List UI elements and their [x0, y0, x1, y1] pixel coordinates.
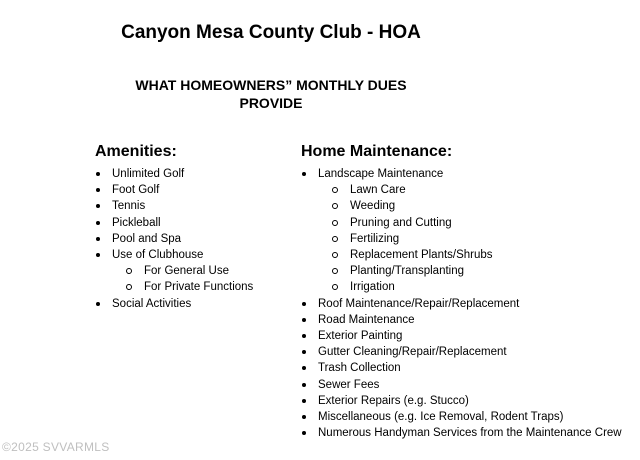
- bullet-icon: [302, 431, 306, 435]
- sub-list-item: [318, 263, 631, 279]
- sub-list-item: [112, 263, 295, 279]
- bullet-icon: [96, 204, 100, 208]
- sub-list-item: [318, 182, 631, 198]
- bullet-icon: [96, 237, 100, 241]
- sub-list-item-label: Replacement Plants/Shrubs: [350, 249, 493, 262]
- list-item: [95, 296, 295, 312]
- clubhouse-sublist: [112, 263, 295, 295]
- list-item-label: Roof Maintenance/Repair/Replacement: [318, 297, 520, 310]
- list-item: [301, 166, 631, 296]
- amenities-section: [95, 142, 295, 312]
- sub-list-item-label: Lawn Care: [350, 184, 406, 197]
- page-subtitle-line-1: WHAT HOMEOWNERS” MONTHLY DUES: [135, 77, 407, 93]
- sub-list-item: [318, 215, 631, 231]
- bullet-icon: [96, 188, 100, 192]
- sub-list-item: [112, 279, 295, 295]
- list-item-label: Unlimited Golf: [112, 168, 185, 180]
- home-maintenance-list: [301, 166, 631, 441]
- list-item-label: Trash Collection: [318, 362, 401, 375]
- bullet-icon: [302, 399, 306, 403]
- list-item-label: Exterior Painting: [318, 330, 403, 343]
- list-item-label: Exterior Repairs (e.g. Stucco): [318, 394, 469, 407]
- list-item: [95, 215, 295, 231]
- list-item-label: Tennis: [112, 200, 146, 213]
- bullet-icon: [302, 350, 306, 354]
- hollow-bullet-icon: [126, 268, 132, 274]
- bullet-icon: [302, 172, 306, 176]
- hollow-bullet-icon: [332, 268, 338, 274]
- list-item: [301, 344, 631, 360]
- bullet-icon: [302, 334, 306, 338]
- list-item: [301, 409, 631, 425]
- list-item: [301, 425, 631, 441]
- bullet-icon: [302, 302, 306, 306]
- bullet-icon: [96, 172, 100, 176]
- hollow-bullet-icon: [332, 203, 338, 209]
- hollow-bullet-icon: [332, 284, 338, 290]
- home-maintenance-section: [301, 142, 631, 441]
- list-item-label: Miscellaneous (e.g. Ice Removal, Rodent Traps): [318, 411, 564, 424]
- list-item-label: Pool and Spa: [112, 232, 182, 245]
- list-item-label: Social Activities: [112, 297, 192, 310]
- list-item: [95, 182, 295, 198]
- list-item: [301, 360, 631, 376]
- list-item-label: Foot Golf: [112, 184, 160, 197]
- list-item-label: Pickleball: [112, 216, 161, 229]
- list-item: [95, 231, 295, 247]
- list-item: [95, 247, 295, 296]
- home-maintenance-heading: Home Maintenance:: [301, 143, 453, 160]
- bullet-icon: [302, 383, 306, 387]
- landscape-sublist: [318, 182, 631, 295]
- bullet-icon: [96, 302, 100, 306]
- sub-list-item: [318, 279, 631, 295]
- sub-list-item-label: Pruning and Cutting: [350, 216, 452, 229]
- list-item-label: Sewer Fees: [318, 378, 380, 391]
- bullet-icon: [302, 318, 306, 322]
- sub-list-item: [318, 198, 631, 214]
- sub-list-item-label: Planting/Transplanting: [350, 265, 465, 278]
- hollow-bullet-icon: [332, 220, 338, 226]
- sub-list-item-label: Fertilizing: [350, 232, 400, 245]
- list-item-label: Numerous Handyman Services from the Maintenance Crew: [318, 427, 622, 440]
- hollow-bullet-icon: [332, 252, 338, 258]
- sub-list-item: [318, 231, 631, 247]
- list-item: [95, 166, 295, 182]
- copyright-watermark: ©2025 SVVARMLS: [2, 440, 110, 454]
- list-item: [301, 312, 631, 328]
- page-subtitle-line-2: PROVIDE: [239, 95, 303, 111]
- hollow-bullet-icon: [126, 284, 132, 290]
- bullet-icon: [302, 366, 306, 370]
- list-item-label: Road Maintenance: [318, 313, 415, 326]
- list-item: [301, 328, 631, 344]
- sub-list-item-label: Irrigation: [350, 281, 395, 294]
- amenities-heading: Amenities:: [95, 143, 177, 160]
- list-item-label: Use of Clubhouse: [112, 249, 204, 262]
- list-item-label: Landscape Maintenance: [318, 168, 444, 180]
- sub-list-item-label: For Private Functions: [144, 281, 254, 294]
- list-item: [95, 198, 295, 214]
- page-title: Canyon Mesa County Club - HOA: [121, 22, 421, 43]
- bullet-icon: [96, 253, 100, 257]
- list-item: [301, 377, 631, 393]
- sub-list-item-label: For General Use: [144, 265, 230, 278]
- bullet-icon: [302, 415, 306, 419]
- sub-list-item-label: Weeding: [350, 200, 396, 213]
- list-item-label: Gutter Cleaning/Repair/Replacement: [318, 346, 507, 359]
- sub-list-item: [318, 247, 631, 263]
- bullet-icon: [96, 221, 100, 225]
- amenities-list: [95, 166, 295, 312]
- list-item: [301, 393, 631, 409]
- hollow-bullet-icon: [332, 187, 338, 193]
- list-item: [301, 296, 631, 312]
- hollow-bullet-icon: [332, 236, 338, 242]
